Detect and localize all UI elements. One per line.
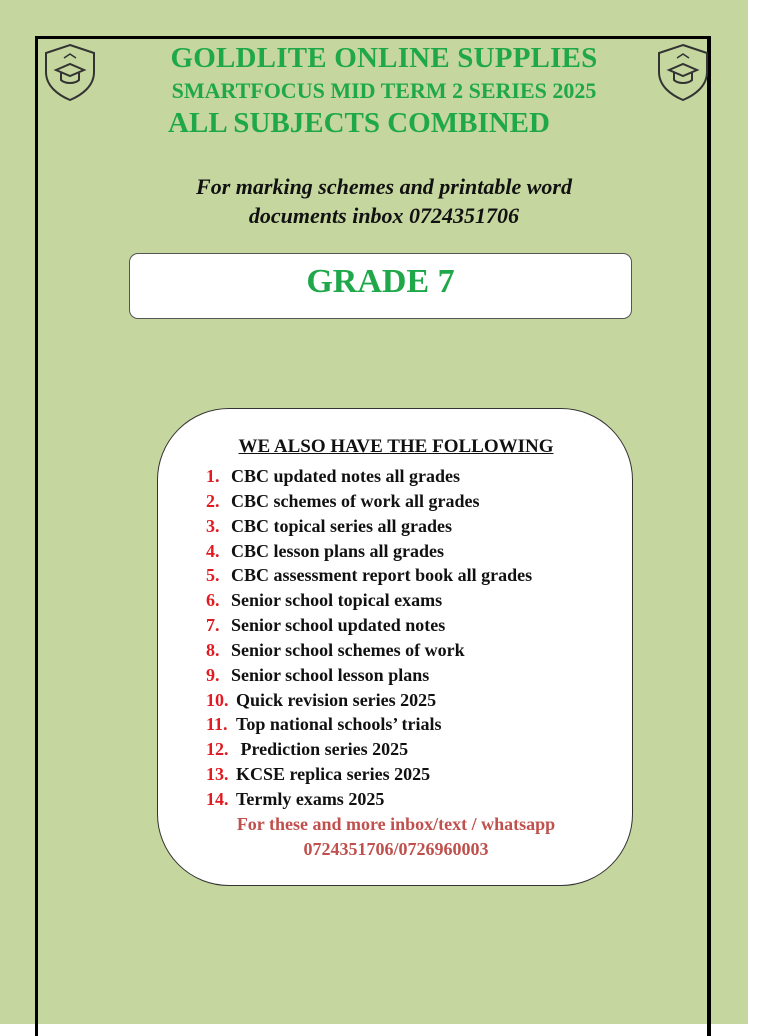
grade-banner — [129, 253, 632, 319]
offers-list — [206, 464, 626, 812]
item-text: Senior school schemes of work — [231, 639, 465, 660]
item-text: Top national schools’ trials — [236, 714, 442, 735]
graduation-cap-shield-icon — [42, 42, 98, 102]
item-number: 11. — [206, 714, 228, 735]
contact-phone-numbers: 0724351706/0726960003 — [303, 839, 489, 859]
list-item — [206, 613, 626, 638]
item-text: Senior school updated notes — [231, 615, 446, 636]
list-item — [206, 737, 626, 762]
item-number: 9. — [206, 664, 220, 685]
item-text: Termly exams 2025 — [236, 788, 385, 809]
item-text: Senior school topical exams — [231, 590, 443, 611]
item-text: Prediction series 2025 — [236, 739, 409, 760]
item-number: 8. — [206, 639, 220, 660]
item-text: CBC schemes of work all grades — [231, 490, 480, 511]
list-item — [206, 663, 626, 688]
list-item — [206, 563, 626, 588]
item-number: 13. — [206, 764, 229, 785]
item-text: CBC topical series all grades — [231, 515, 452, 536]
item-number: 12. — [206, 739, 229, 760]
list-item — [206, 787, 626, 812]
list-item — [206, 489, 626, 514]
company-name: GOLDLITE ONLINE SUPPLIES — [170, 42, 598, 74]
item-number: 3. — [206, 515, 220, 536]
item-number: 4. — [206, 540, 220, 561]
list-item — [206, 712, 626, 737]
marking-scheme-notice — [100, 172, 668, 230]
notice-line-2: documents inbox 0724351706 — [248, 203, 520, 228]
item-number: 5. — [206, 565, 220, 586]
item-text: CBC lesson plans all grades — [231, 540, 445, 561]
item-number: 7. — [206, 615, 220, 636]
notice-line-1: For marking schemes and printable word — [196, 174, 572, 199]
item-number: 10. — [206, 689, 229, 710]
item-number: 1. — [206, 466, 220, 486]
item-text: Quick revision series 2025 — [236, 689, 437, 710]
item-text: KCSE replica series 2025 — [236, 764, 431, 785]
item-number: 14. — [206, 788, 229, 809]
list-item — [206, 588, 626, 613]
list-item — [206, 514, 626, 539]
item-text: Senior school lesson plans — [231, 664, 430, 685]
list-item — [206, 688, 626, 713]
list-item — [206, 539, 626, 564]
list-item — [206, 762, 626, 787]
contact-line-1: For these and more inbox/text / whatsapp — [236, 814, 556, 834]
grade-label: GRADE 7 — [306, 263, 455, 300]
offers-title: WE ALSO HAVE THE FOLLOWING — [238, 436, 554, 457]
item-number: 2. — [206, 490, 220, 511]
item-number: 6. — [206, 590, 220, 611]
list-item — [206, 638, 626, 663]
item-text: CBC assessment report book all grades — [231, 565, 533, 586]
series-title: SMARTFOCUS MID TERM 2 SERIES 2025 — [171, 78, 597, 103]
item-text: CBC updated notes all grades — [231, 466, 461, 486]
offers-panel — [157, 408, 633, 886]
list-item — [206, 464, 626, 489]
subjects-title: ALL SUBJECTS COMBINED — [168, 107, 550, 139]
